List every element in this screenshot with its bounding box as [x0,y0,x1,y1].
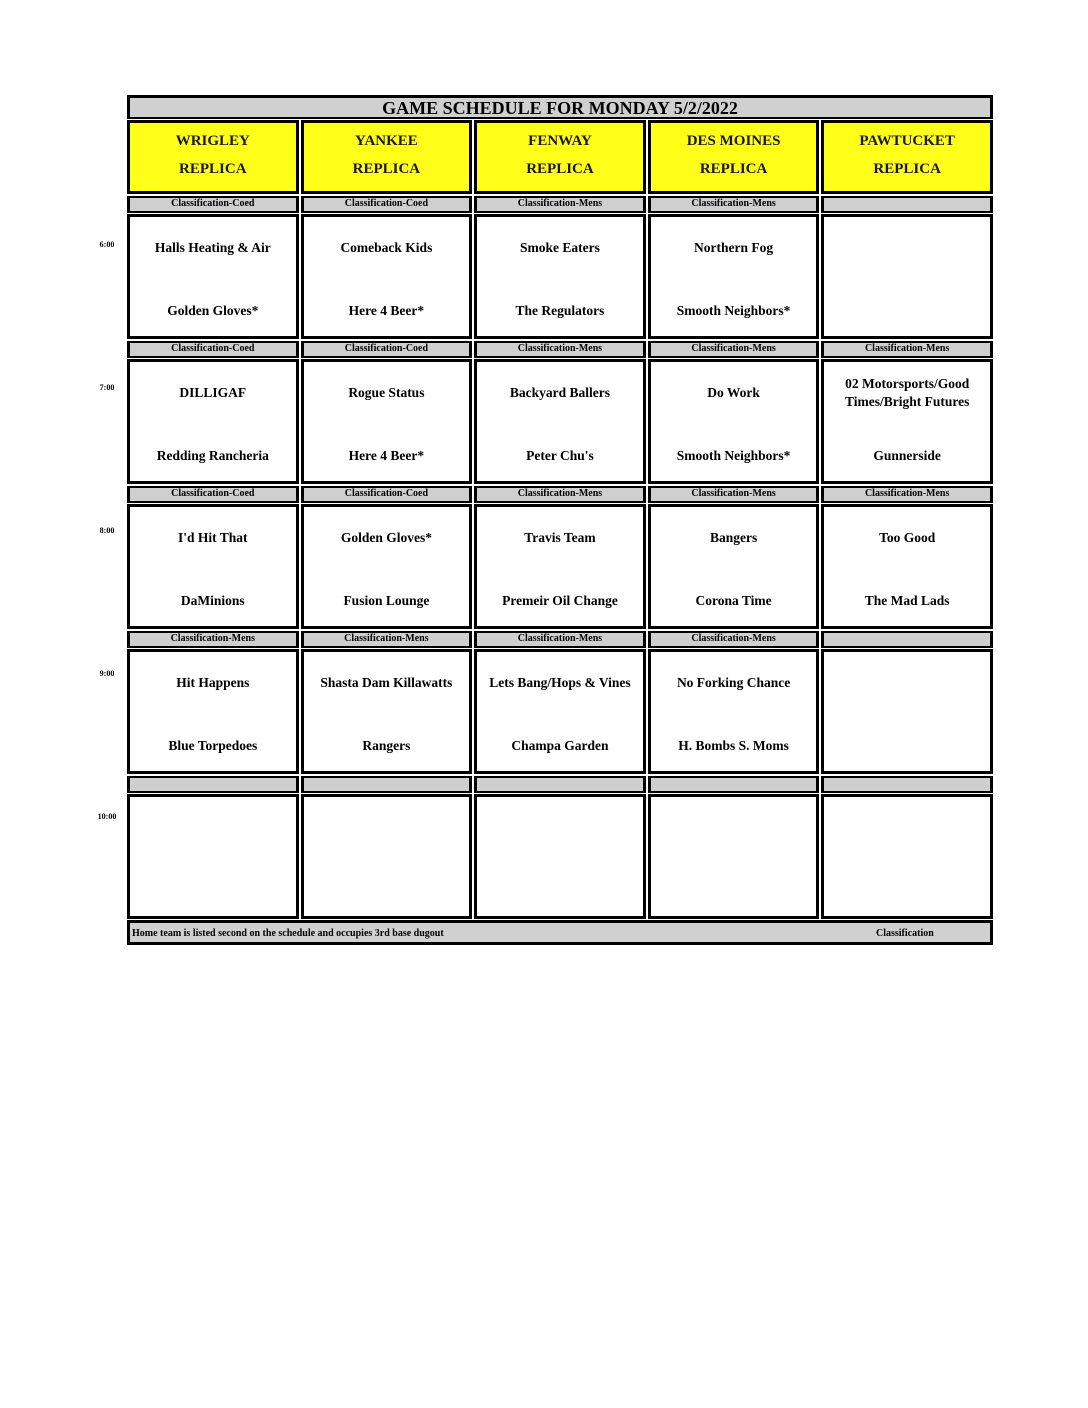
game-cell [821,359,993,484]
away-team: Hit Happens [176,675,250,690]
away-team: Golden Gloves* [340,530,432,545]
home-team: Smooth Neighbors* [676,448,791,463]
home-team: Golden Gloves* [167,303,259,318]
classification-row [127,484,993,503]
venue-header-pawtucket [821,120,993,194]
classification-cell: Classification-Mens [648,486,820,503]
game-row [127,503,993,629]
game-row [127,213,993,339]
time-label: 7:00 [99,383,115,392]
away-team: No Forking Chance [676,675,791,690]
classification-cell: Classification-Coed [127,486,299,503]
game-cell [474,504,646,629]
classification-row [127,194,993,213]
classification-cell: Classification-Mens [301,631,473,648]
game-cell [648,794,820,919]
classification-cell [821,776,993,793]
game-cell [301,504,473,629]
classification-cell: Classification-Coed [127,196,299,213]
home-team: Here 4 Beer* [348,448,425,463]
home-team: Redding Rancheria [156,448,269,463]
game-cell [474,794,646,919]
venue-sub: REPLICA [873,161,941,177]
time-label: 9:00 [99,669,115,678]
venue-name: FENWAY [528,133,592,149]
classification-cell [301,776,473,793]
classification-cell: Classification-Mens [648,196,820,213]
schedule-table [127,95,993,945]
game-cell [127,214,299,339]
classification-cell: Classification-Mens [474,631,646,648]
away-team: Halls Heating & Air [154,240,271,255]
classification-cell: Classification-Mens [474,341,646,358]
away-team: DILLIGAF [179,385,247,400]
venue-name: YANKEE [354,133,418,149]
venue-name: WRIGLEY [175,133,250,149]
classification-cell: Classification-Coed [301,486,473,503]
classification-cell: Classification-Mens [648,631,820,648]
classification-cell: Classification-Mens [127,631,299,648]
game-cell [474,649,646,774]
away-team: Northern Fog [694,240,774,255]
away-team: 02 Motorsports/Good Times/Bright Futures [844,376,970,409]
classification-cell: Classification-Mens [821,486,993,503]
classification-cell [821,631,993,648]
home-team: Peter Chu's [526,448,594,463]
classification-cell: Classification-Coed [301,341,473,358]
home-team: Premeir Oil Change [502,593,618,608]
home-team: Corona Time [695,593,772,608]
venue-header-des-moines [648,120,820,194]
venue-header-row [127,119,993,194]
classification-cell: Classification-Mens [648,341,820,358]
classification-cell: Classification-Coed [301,196,473,213]
away-team: Lets Bang/Hops & Vines [489,675,631,690]
classification-cell: Classification-Mens [474,486,646,503]
home-team: Here 4 Beer* [348,303,425,318]
time-label: 10:00 [97,812,117,821]
venue-sub: REPLICA [699,161,768,177]
game-cell [648,504,820,629]
game-row [127,358,993,484]
game-cell [127,504,299,629]
away-team: Rogue Status [348,385,425,400]
game-cell [821,214,993,339]
game-cell [474,359,646,484]
classification-cell: Classification-Mens [821,341,993,358]
game-cell [648,359,820,484]
home-team: Blue Torpedoes [168,738,258,753]
home-team-note: Home team is listed second on the schedule and occupies 3rd base dugout [132,928,444,939]
game-cell [127,794,299,919]
classification-legend: Classification [876,928,934,939]
venue-sub: REPLICA [179,161,247,177]
classification-row [127,339,993,358]
game-cell [821,794,993,919]
game-cell [301,214,473,339]
game-cell [127,359,299,484]
home-team: The Mad Lads [864,593,950,608]
time-label: 6:00 [99,240,115,249]
venue-sub: REPLICA [526,161,594,177]
venue-name: PAWTUCKET [859,133,955,149]
classification-row [127,629,993,648]
game-row [127,793,993,919]
venue-header-wrigley [127,120,299,194]
home-team: Fusion Lounge [343,593,430,608]
away-team: Smoke Eaters [520,240,600,255]
classification-cell [474,776,646,793]
classification-cell: Classification-Coed [127,341,299,358]
venue-name: DES MOINES [686,133,781,149]
game-cell [648,214,820,339]
away-team: Do Work [707,385,760,400]
venue-sub: REPLICA [352,161,421,177]
classification-cell: Classification-Mens [474,196,646,213]
footer-bar [127,920,993,945]
classification-cell [648,776,820,793]
away-team: Travis Team [524,530,596,545]
game-cell [821,649,993,774]
home-team: DaMinions [180,593,245,608]
game-cell [821,504,993,629]
away-team: Too Good [879,530,936,545]
game-cell [301,794,473,919]
venue-header-fenway [474,120,646,194]
game-cell [648,649,820,774]
home-team: Gunnerside [873,448,941,463]
time-label: 8:00 [99,526,115,535]
time-slots [127,194,993,919]
game-cell [127,649,299,774]
away-team: Comeback Kids [340,240,433,255]
game-cell [474,214,646,339]
game-cell [301,359,473,484]
away-team: Shasta Dam Killawatts [320,675,453,690]
home-team: Smooth Neighbors* [676,303,791,318]
away-team: I'd Hit That [178,530,248,545]
game-cell [301,649,473,774]
venue-header-yankee [301,120,473,194]
home-team: The Regulators [515,303,605,318]
away-team: Backyard Ballers [509,385,611,400]
game-row [127,648,993,774]
home-team: Champa Garden [511,738,609,753]
classification-row [127,774,993,793]
classification-cell [127,776,299,793]
home-team: Rangers [362,738,411,753]
home-team: H. Bombs S. Moms [678,738,789,753]
classification-cell [821,196,993,213]
away-team: Bangers [709,530,758,545]
schedule-title: GAME SCHEDULE FOR MONDAY 5/2/2022 [127,95,993,119]
